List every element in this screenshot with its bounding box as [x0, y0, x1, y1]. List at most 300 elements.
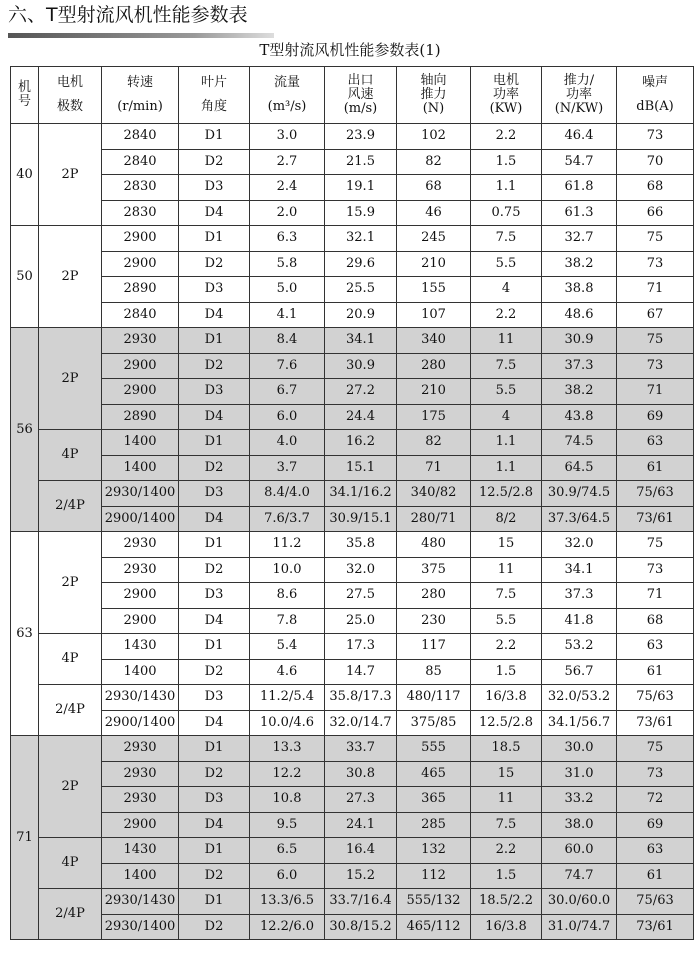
motor-power-cell: 16/3.8: [471, 914, 542, 940]
outlet-velocity-cell: 24.4: [325, 404, 397, 430]
blade-angle-cell: D3: [179, 175, 250, 201]
thrust-power-ratio-cell: 43.8: [542, 404, 617, 430]
flow-cell: 2.0: [250, 200, 325, 226]
blade-angle-cell: D2: [179, 557, 250, 583]
flow-cell: 10.0: [250, 557, 325, 583]
header-text: 叶片: [200, 75, 227, 90]
motor-power-cell: 2.2: [471, 124, 542, 150]
thrust-cell: 285: [397, 812, 471, 838]
model-number-cell: 56: [11, 328, 39, 532]
table-row: [11, 583, 694, 609]
header-text: 转速: [126, 75, 153, 90]
outlet-velocity-cell: 14.7: [325, 659, 397, 685]
blade-angle-cell: D3: [179, 277, 250, 303]
noise-cell: 73: [617, 353, 694, 379]
noise-cell: 73: [617, 557, 694, 583]
speed-cell: 1400: [102, 455, 179, 481]
table-row: [11, 379, 694, 405]
outlet-velocity-cell: 30.8/15.2: [325, 914, 397, 940]
column-header: [11, 67, 39, 124]
speed-cell: 2890: [102, 277, 179, 303]
column-header: [39, 67, 102, 124]
header-text: 电机: [492, 73, 519, 88]
outlet-velocity-cell: 25.5: [325, 277, 397, 303]
table-row: [11, 353, 694, 379]
outlet-velocity-cell: 15.2: [325, 863, 397, 889]
pole-count-cell: 4P: [39, 634, 102, 685]
table-row: [11, 761, 694, 787]
header-text: (m/s): [343, 101, 378, 116]
motor-power-cell: 15: [471, 532, 542, 558]
noise-cell: 75: [617, 226, 694, 252]
motor-power-cell: 1.1: [471, 455, 542, 481]
noise-cell: 63: [617, 634, 694, 660]
blade-angle-cell: D4: [179, 608, 250, 634]
blade-angle-cell: D4: [179, 812, 250, 838]
speed-cell: 2830: [102, 175, 179, 201]
thrust-cell: 82: [397, 430, 471, 456]
noise-cell: 68: [617, 608, 694, 634]
header-text: 号: [17, 94, 31, 109]
noise-cell: 63: [617, 430, 694, 456]
speed-cell: 2930: [102, 736, 179, 762]
header-text: (m³/s): [267, 99, 307, 114]
flow-cell: 6.0: [250, 863, 325, 889]
speed-cell: 2900: [102, 379, 179, 405]
motor-power-cell: 4: [471, 277, 542, 303]
header-text: 电机: [56, 75, 83, 90]
outlet-velocity-cell: 17.3: [325, 634, 397, 660]
blade-angle-cell: D4: [179, 302, 250, 328]
column-header: [102, 67, 179, 124]
blade-angle-cell: D1: [179, 838, 250, 864]
header-text: dB(A): [636, 99, 674, 114]
column-header: [542, 67, 617, 124]
thrust-power-ratio-cell: 37.3: [542, 353, 617, 379]
thrust-power-ratio-cell: 54.7: [542, 149, 617, 175]
blade-angle-cell: D2: [179, 353, 250, 379]
thrust-power-ratio-cell: 38.2: [542, 379, 617, 405]
table-row: [11, 736, 694, 762]
table-row: [11, 787, 694, 813]
thrust-cell: 230: [397, 608, 471, 634]
table-row: [11, 149, 694, 175]
outlet-velocity-cell: 27.2: [325, 379, 397, 405]
outlet-velocity-cell: 30.9: [325, 353, 397, 379]
flow-cell: 5.4: [250, 634, 325, 660]
flow-cell: 8.6: [250, 583, 325, 609]
blade-angle-cell: D3: [179, 685, 250, 711]
speed-cell: 2900: [102, 812, 179, 838]
outlet-velocity-cell: 30.9/15.1: [325, 506, 397, 532]
thrust-cell: 465/112: [397, 914, 471, 940]
speed-cell: 2900/1400: [102, 710, 179, 736]
table-row: [11, 659, 694, 685]
blade-angle-cell: D1: [179, 634, 250, 660]
header-text: 功率: [492, 87, 519, 102]
table-row: [11, 455, 694, 481]
thrust-cell: 375: [397, 557, 471, 583]
flow-cell: 4.6: [250, 659, 325, 685]
header-text: 角度: [200, 99, 227, 114]
flow-cell: 6.7: [250, 379, 325, 405]
column-header: [617, 67, 694, 124]
thrust-power-ratio-cell: 34.1: [542, 557, 617, 583]
speed-cell: 1400: [102, 863, 179, 889]
flow-cell: 9.5: [250, 812, 325, 838]
page-heading: 六、T型射流风机性能参数表: [8, 4, 248, 26]
pole-count-cell: 2P: [39, 532, 102, 634]
flow-cell: 10.8: [250, 787, 325, 813]
model-number-cell: 71: [11, 736, 39, 940]
thrust-cell: 112: [397, 863, 471, 889]
noise-cell: 72: [617, 787, 694, 813]
motor-power-cell: 7.5: [471, 353, 542, 379]
thrust-power-ratio-cell: 64.5: [542, 455, 617, 481]
table-row: [11, 404, 694, 430]
pole-count-cell: 2P: [39, 226, 102, 328]
pole-count-cell: 2P: [39, 328, 102, 430]
motor-power-cell: 1.5: [471, 863, 542, 889]
outlet-velocity-cell: 33.7/16.4: [325, 889, 397, 915]
flow-cell: 3.0: [250, 124, 325, 150]
thrust-power-ratio-cell: 30.9: [542, 328, 617, 354]
blade-angle-cell: D2: [179, 761, 250, 787]
noise-cell: 73/61: [617, 506, 694, 532]
speed-cell: 2900: [102, 608, 179, 634]
header-text: 极数: [56, 99, 83, 114]
thrust-power-ratio-cell: 38.8: [542, 277, 617, 303]
outlet-velocity-cell: 27.3: [325, 787, 397, 813]
pole-count-cell: 2P: [39, 736, 102, 838]
motor-power-cell: 5.5: [471, 379, 542, 405]
speed-cell: 2930/1400: [102, 914, 179, 940]
blade-angle-cell: D1: [179, 430, 250, 456]
header-text: (r/min): [117, 99, 163, 114]
noise-cell: 73: [617, 761, 694, 787]
table-row: [11, 685, 694, 711]
flow-cell: 13.3: [250, 736, 325, 762]
motor-power-cell: 11: [471, 787, 542, 813]
flow-cell: 4.1: [250, 302, 325, 328]
flow-cell: 13.3/6.5: [250, 889, 325, 915]
header-text: (KW): [489, 101, 523, 116]
flow-cell: 7.6/3.7: [250, 506, 325, 532]
outlet-velocity-cell: 34.1/16.2: [325, 481, 397, 507]
blade-angle-cell: D1: [179, 124, 250, 150]
noise-cell: 63: [617, 838, 694, 864]
blade-angle-cell: D1: [179, 889, 250, 915]
table-row: [11, 710, 694, 736]
pole-count-cell: 4P: [39, 430, 102, 481]
speed-cell: 2930/1430: [102, 685, 179, 711]
blade-angle-cell: D2: [179, 914, 250, 940]
table-title: T型射流风机性能参数表(1): [259, 41, 441, 59]
blade-angle-cell: D3: [179, 583, 250, 609]
table-row: [11, 863, 694, 889]
thrust-power-ratio-cell: 37.3/64.5: [542, 506, 617, 532]
thrust-cell: 365: [397, 787, 471, 813]
flow-cell: 11.2: [250, 532, 325, 558]
blade-angle-cell: D4: [179, 506, 250, 532]
table-row: [11, 914, 694, 940]
outlet-velocity-cell: 35.8/17.3: [325, 685, 397, 711]
flow-cell: 12.2: [250, 761, 325, 787]
thrust-power-ratio-cell: 74.7: [542, 863, 617, 889]
thrust-power-ratio-cell: 53.2: [542, 634, 617, 660]
table-row: [11, 251, 694, 277]
noise-cell: 75/63: [617, 685, 694, 711]
outlet-velocity-cell: 32.0: [325, 557, 397, 583]
thrust-power-ratio-cell: 33.2: [542, 787, 617, 813]
noise-cell: 75: [617, 328, 694, 354]
outlet-velocity-cell: 25.0: [325, 608, 397, 634]
flow-cell: 4.0: [250, 430, 325, 456]
thrust-cell: 210: [397, 251, 471, 277]
blade-angle-cell: D2: [179, 149, 250, 175]
noise-cell: 66: [617, 200, 694, 226]
outlet-velocity-cell: 23.9: [325, 124, 397, 150]
flow-cell: 6.0: [250, 404, 325, 430]
thrust-cell: 107: [397, 302, 471, 328]
thrust-cell: 71: [397, 455, 471, 481]
outlet-velocity-cell: 33.7: [325, 736, 397, 762]
header-row: [11, 67, 694, 124]
speed-cell: 1430: [102, 838, 179, 864]
noise-cell: 75/63: [617, 481, 694, 507]
header-text: 风速: [347, 87, 374, 102]
blade-angle-cell: D4: [179, 200, 250, 226]
outlet-velocity-cell: 30.8: [325, 761, 397, 787]
thrust-power-ratio-cell: 31.0: [542, 761, 617, 787]
flow-cell: 7.8: [250, 608, 325, 634]
noise-cell: 69: [617, 812, 694, 838]
noise-cell: 70: [617, 149, 694, 175]
blade-angle-cell: D1: [179, 532, 250, 558]
noise-cell: 73/61: [617, 914, 694, 940]
motor-power-cell: 7.5: [471, 583, 542, 609]
speed-cell: 2900: [102, 353, 179, 379]
motor-power-cell: 18.5/2.2: [471, 889, 542, 915]
outlet-velocity-cell: 32.0/14.7: [325, 710, 397, 736]
blade-angle-cell: D3: [179, 787, 250, 813]
thrust-cell: 555: [397, 736, 471, 762]
outlet-velocity-cell: 21.5: [325, 149, 397, 175]
heading-underline: [8, 33, 274, 38]
thrust-cell: 102: [397, 124, 471, 150]
flow-cell: 5.8: [250, 251, 325, 277]
flow-cell: 3.7: [250, 455, 325, 481]
noise-cell: 68: [617, 175, 694, 201]
noise-cell: 71: [617, 379, 694, 405]
motor-power-cell: 11: [471, 557, 542, 583]
table-row: [11, 302, 694, 328]
motor-power-cell: 1.1: [471, 175, 542, 201]
noise-cell: 73: [617, 251, 694, 277]
speed-cell: 2890: [102, 404, 179, 430]
header-text: 功率: [565, 87, 592, 102]
thrust-cell: 46: [397, 200, 471, 226]
blade-angle-cell: D2: [179, 659, 250, 685]
thrust-cell: 465: [397, 761, 471, 787]
header-text: 噪声: [641, 75, 668, 90]
thrust-cell: 132: [397, 838, 471, 864]
table-row: [11, 557, 694, 583]
thrust-cell: 210: [397, 379, 471, 405]
motor-power-cell: 15: [471, 761, 542, 787]
column-header: [397, 67, 471, 124]
flow-cell: 8.4: [250, 328, 325, 354]
thrust-power-ratio-cell: 60.0: [542, 838, 617, 864]
outlet-velocity-cell: 34.1: [325, 328, 397, 354]
outlet-velocity-cell: 15.1: [325, 455, 397, 481]
thrust-power-ratio-cell: 38.2: [542, 251, 617, 277]
noise-cell: 75/63: [617, 889, 694, 915]
motor-power-cell: 7.5: [471, 812, 542, 838]
blade-angle-cell: D1: [179, 328, 250, 354]
header-text: (N/KW): [554, 101, 604, 116]
motor-power-cell: 5.5: [471, 251, 542, 277]
flow-cell: 5.0: [250, 277, 325, 303]
noise-cell: 67: [617, 302, 694, 328]
blade-angle-cell: D1: [179, 226, 250, 252]
motor-power-cell: 1.5: [471, 659, 542, 685]
speed-cell: 2840: [102, 124, 179, 150]
thrust-power-ratio-cell: 32.0: [542, 532, 617, 558]
blade-angle-cell: D2: [179, 251, 250, 277]
motor-power-cell: 0.75: [471, 200, 542, 226]
speed-cell: 2900: [102, 583, 179, 609]
header-text: 推力/: [563, 73, 595, 88]
table-row: [11, 328, 694, 354]
header-text: 推力: [420, 87, 447, 102]
thrust-cell: 117: [397, 634, 471, 660]
thrust-cell: 82: [397, 149, 471, 175]
motor-power-cell: 12.5/2.8: [471, 710, 542, 736]
speed-cell: 2930: [102, 557, 179, 583]
thrust-cell: 280/71: [397, 506, 471, 532]
thrust-cell: 245: [397, 226, 471, 252]
thrust-power-ratio-cell: 56.7: [542, 659, 617, 685]
table-row: [11, 226, 694, 252]
speed-cell: 2900: [102, 226, 179, 252]
header-text: 出口: [347, 73, 374, 88]
motor-power-cell: 1.1: [471, 430, 542, 456]
table-row: [11, 838, 694, 864]
outlet-velocity-cell: 24.1: [325, 812, 397, 838]
motor-power-cell: 16/3.8: [471, 685, 542, 711]
thrust-cell: 280: [397, 353, 471, 379]
table-row: [11, 481, 694, 507]
outlet-velocity-cell: 16.2: [325, 430, 397, 456]
thrust-power-ratio-cell: 46.4: [542, 124, 617, 150]
model-number-cell: 63: [11, 532, 39, 736]
table-row: [11, 277, 694, 303]
thrust-power-ratio-cell: 32.0/53.2: [542, 685, 617, 711]
thrust-power-ratio-cell: 30.9/74.5: [542, 481, 617, 507]
flow-cell: 2.4: [250, 175, 325, 201]
table-row: [11, 200, 694, 226]
thrust-cell: 68: [397, 175, 471, 201]
column-header: [179, 67, 250, 124]
outlet-velocity-cell: 32.1: [325, 226, 397, 252]
flow-cell: 10.0/4.6: [250, 710, 325, 736]
thrust-cell: 340/82: [397, 481, 471, 507]
motor-power-cell: 2.2: [471, 838, 542, 864]
motor-power-cell: 4: [471, 404, 542, 430]
flow-cell: 2.7: [250, 149, 325, 175]
noise-cell: 69: [617, 404, 694, 430]
thrust-power-ratio-cell: 74.5: [542, 430, 617, 456]
pole-count-cell: 2/4P: [39, 481, 102, 532]
flow-cell: 6.5: [250, 838, 325, 864]
thrust-power-ratio-cell: 30.0/60.0: [542, 889, 617, 915]
noise-cell: 75: [617, 736, 694, 762]
table-row: [11, 430, 694, 456]
speed-cell: 2930/1430: [102, 889, 179, 915]
motor-power-cell: 18.5: [471, 736, 542, 762]
noise-cell: 61: [617, 659, 694, 685]
speed-cell: 1400: [102, 659, 179, 685]
column-header: [325, 67, 397, 124]
outlet-velocity-cell: 29.6: [325, 251, 397, 277]
noise-cell: 73: [617, 124, 694, 150]
thrust-power-ratio-cell: 41.8: [542, 608, 617, 634]
motor-power-cell: 2.2: [471, 302, 542, 328]
thrust-cell: 375/85: [397, 710, 471, 736]
blade-angle-cell: D4: [179, 710, 250, 736]
speed-cell: 2930/1400: [102, 481, 179, 507]
motor-power-cell: 1.5: [471, 149, 542, 175]
motor-power-cell: 8/2: [471, 506, 542, 532]
thrust-cell: 340: [397, 328, 471, 354]
thrust-cell: 480/117: [397, 685, 471, 711]
flow-cell: 8.4/4.0: [250, 481, 325, 507]
noise-cell: 75: [617, 532, 694, 558]
outlet-velocity-cell: 15.9: [325, 200, 397, 226]
header-text: 机: [17, 80, 31, 95]
thrust-cell: 555/132: [397, 889, 471, 915]
thrust-cell: 175: [397, 404, 471, 430]
blade-angle-cell: D3: [179, 481, 250, 507]
speed-cell: 2900: [102, 251, 179, 277]
blade-angle-cell: D3: [179, 379, 250, 405]
noise-cell: 73/61: [617, 710, 694, 736]
table-row: [11, 506, 694, 532]
model-number-cell: 40: [11, 124, 39, 226]
thrust-power-ratio-cell: 61.8: [542, 175, 617, 201]
table-row: [11, 532, 694, 558]
blade-angle-cell: D2: [179, 863, 250, 889]
thrust-cell: 480: [397, 532, 471, 558]
motor-power-cell: 12.5/2.8: [471, 481, 542, 507]
pole-count-cell: 4P: [39, 838, 102, 889]
noise-cell: 61: [617, 863, 694, 889]
speed-cell: 2930: [102, 787, 179, 813]
speed-cell: 2930: [102, 761, 179, 787]
thrust-cell: 155: [397, 277, 471, 303]
speed-cell: 2900/1400: [102, 506, 179, 532]
performance-table: [10, 66, 694, 940]
noise-cell: 61: [617, 455, 694, 481]
motor-power-cell: 5.5: [471, 608, 542, 634]
outlet-velocity-cell: 20.9: [325, 302, 397, 328]
speed-cell: 2840: [102, 149, 179, 175]
outlet-velocity-cell: 19.1: [325, 175, 397, 201]
thrust-cell: 85: [397, 659, 471, 685]
table-row: [11, 175, 694, 201]
flow-cell: 7.6: [250, 353, 325, 379]
